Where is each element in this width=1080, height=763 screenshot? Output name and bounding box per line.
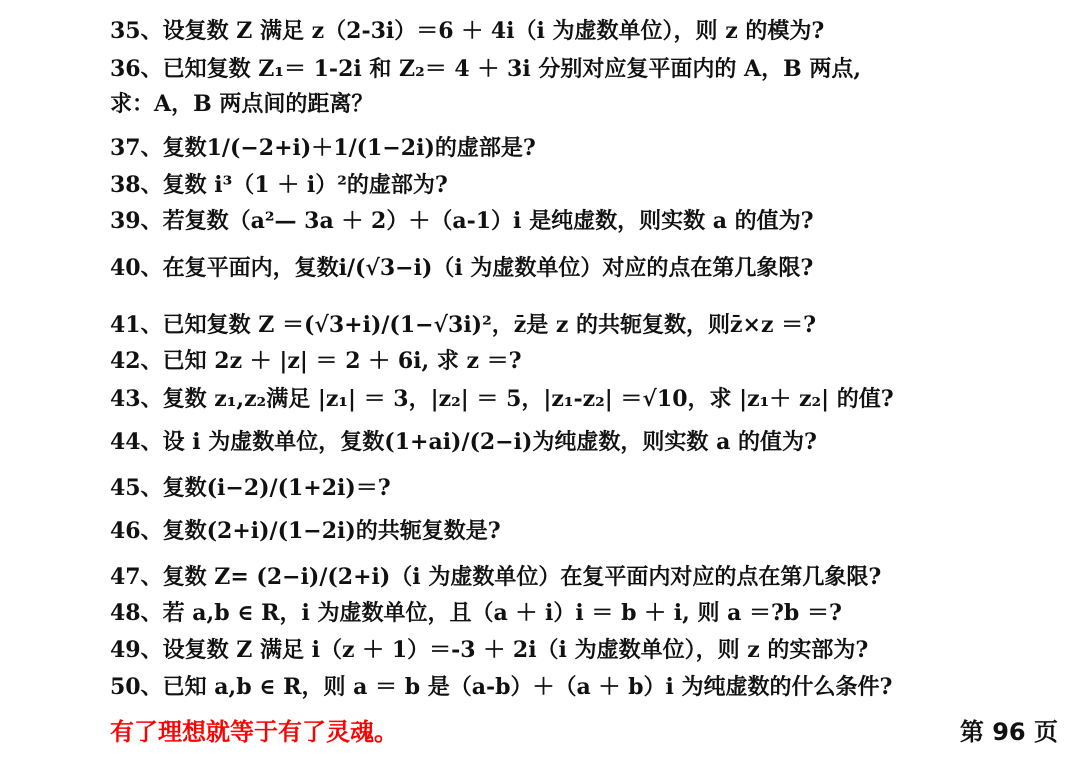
question-42: 42、已知 2z ＋ |z| ＝ 2 ＋ 6i, 求 z ＝? xyxy=(110,348,522,374)
motto: 有了理想就等于有了灵魂。 xyxy=(110,717,398,746)
question-50: 50、已知 a,b ∈ R，则 a ＝ b 是（a-b）＋（a ＋ b）i 为纯虚数的什么条件? xyxy=(110,674,893,700)
page-number xyxy=(960,712,1058,747)
question-40: 40、在复平面内，复数i/(√3−i)（i 为虚数单位）对应的点在第几象限? xyxy=(110,255,814,281)
question-39: 39、若复数（a²— 3a ＋ 2）＋（a-1）i 是纯虚数，则实数 a 的值为? xyxy=(110,208,814,234)
question-44: 44、设 i 为虚数单位，复数(1+ai)/(2−i)为纯虚数，则实数 a 的值为? xyxy=(110,429,817,455)
question-46: 46、复数(2+i)/(1−2i)的共轭复数是? xyxy=(110,518,501,544)
question-36: 36、已知复数 Z₁＝ 1-2i 和 Z₂＝ 4 ＋ 3i 分别对应复平面内的 A，B 两点, xyxy=(110,56,861,82)
question-49: 49、设复数 Z 满足 i（z ＋ 1）＝-3 ＋ 2i（i 为虚数单位），则 z 的实部为? xyxy=(110,637,869,663)
question-38: 38、复数 i³（1 ＋ i）²的虚部为? xyxy=(110,172,448,198)
page-suffix: 页 xyxy=(1034,717,1058,746)
question-43: 43、复数 z₁,z₂满足 |z₁| ＝ 3，|z₂| ＝ 5，|z₁-z₂| ＝√10，求 |z₁＋ z₂| 的值? xyxy=(110,386,894,412)
question-37: 37、复数1/(−2+i)＋1/(1−2i)的虚部是? xyxy=(110,135,536,161)
question-47: 47、复数 Z= (2−i)/(2+i)（i 为虚数单位）在复平面内对应的点在第几象限? xyxy=(110,564,882,590)
question-45: 45、复数(i−2)/(1+2i)＝? xyxy=(110,475,391,501)
page-number-value: 96 xyxy=(992,718,1026,746)
page-prefix: 第 xyxy=(959,717,984,746)
question-48: 48、若 a,b ∈ R，i 为虚数单位，且（a ＋ i）i ＝ b ＋ i, 则 a ＝?b ＝? xyxy=(110,600,842,626)
question-36-continued: 求：A，B 两点间的距离？ xyxy=(110,91,374,117)
question-41: 41、已知复数 Z ＝(√3+i)/(1−√3i)²，z̄是 z 的共轭复数，则z̄×z ＝? xyxy=(110,312,816,338)
question-35: 35、设复数 Z 满足 z（2-3i）＝6 ＋ 4i（i 为虚数单位），则 z 的模为? xyxy=(110,18,825,44)
